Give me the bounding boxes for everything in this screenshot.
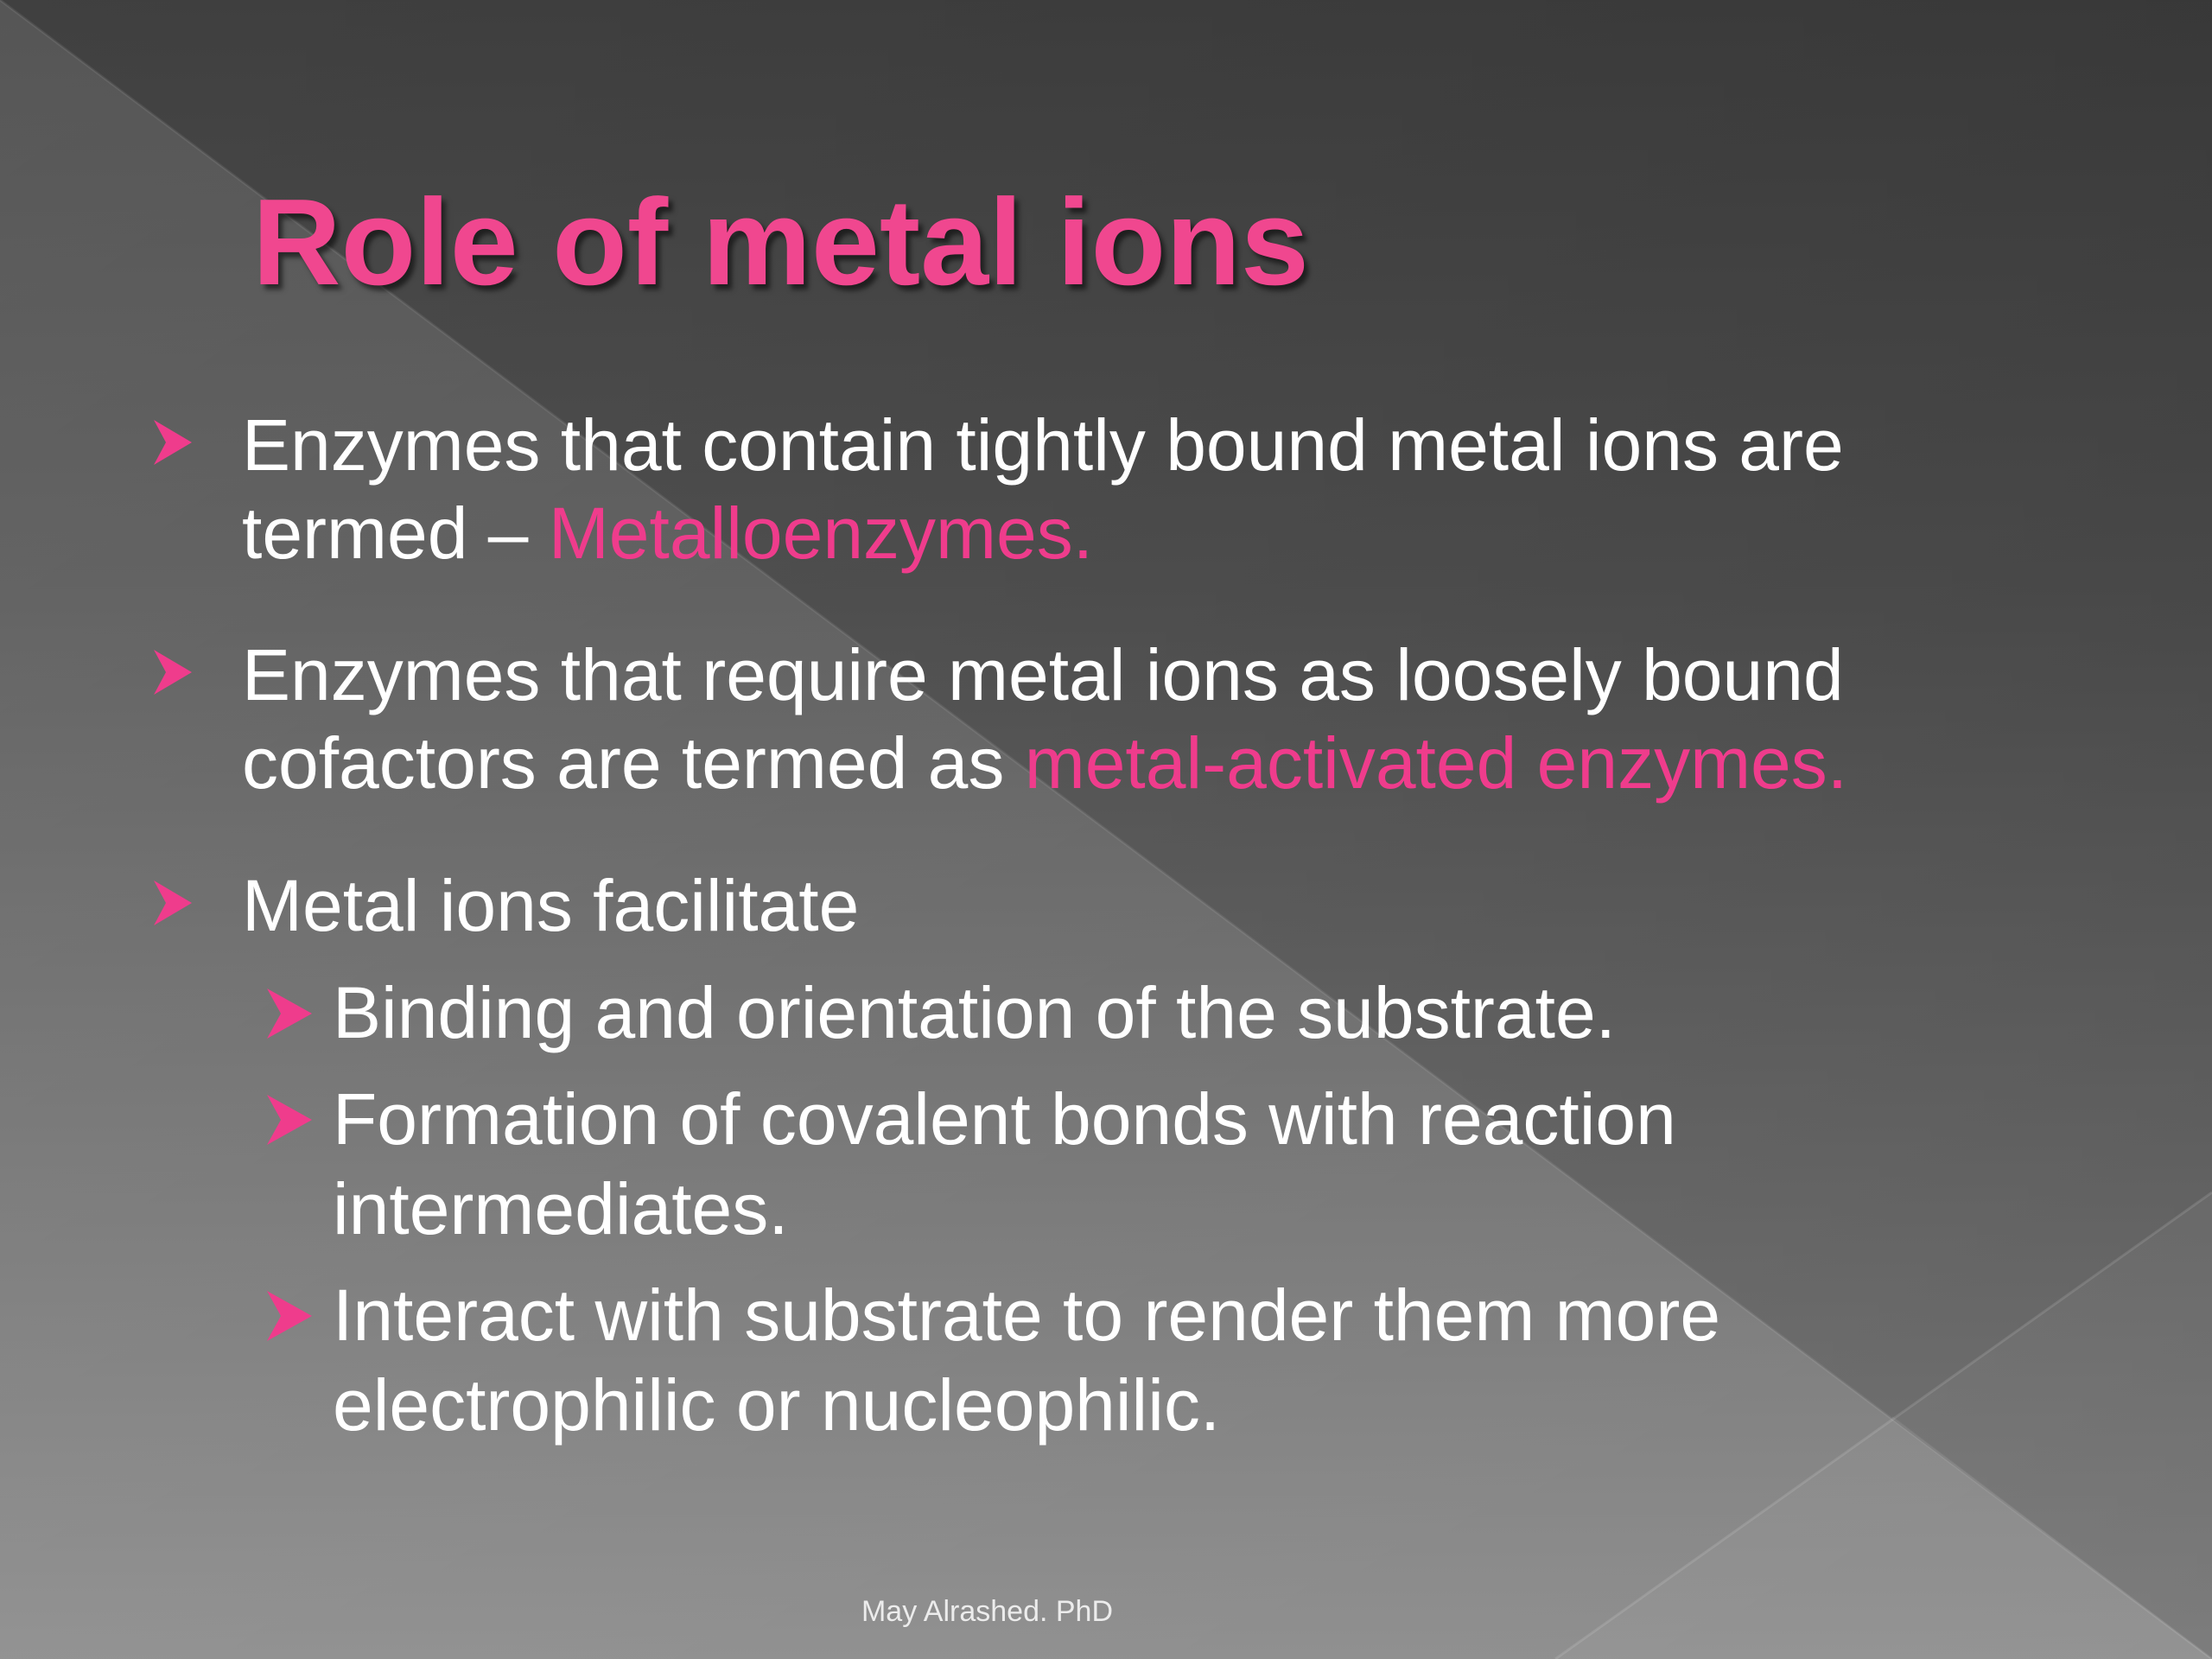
bullet-item-metalloenzymes [242, 401, 1884, 577]
arrowhead-bullet-icon [265, 1091, 314, 1148]
arrowhead-bullet-icon [265, 985, 314, 1042]
footer-author: May Alrashed. PhD [861, 1595, 1114, 1628]
bullet-text: Enzymes that contain tightly bound metal ions are termed – [242, 404, 1844, 574]
bullet-highlight: metal-activated enzymes. [1024, 722, 1848, 804]
arrowhead-bullet-icon [265, 1287, 314, 1344]
bullet-item-metal-activated [242, 631, 1884, 807]
slide-title: Role of metal ions [252, 174, 1309, 311]
sub-item-text: Binding and orientation of the substrate. [333, 972, 1617, 1053]
bullet-text: Enzymes that require metal ions as loosely bound cofactors are termed as [242, 634, 1844, 804]
sub-item-binding [333, 968, 1888, 1058]
arrowhead-bullet-icon [152, 877, 194, 929]
arrowhead-bullet-icon [152, 416, 194, 468]
sub-item-electrophilic [333, 1270, 1888, 1450]
bullet-text: Metal ions facilitate [242, 865, 860, 946]
sub-item-covalent-bonds [333, 1074, 1888, 1254]
sub-item-text: Formation of covalent bonds with reaction intermediates. [333, 1078, 1676, 1249]
arrowhead-bullet-icon [152, 646, 194, 698]
sub-item-text: Interact with substrate to render them more electrophilic or nucleophilic. [333, 1274, 1721, 1446]
bullet-highlight: Metalloenzymes. [548, 493, 1094, 574]
bullet-item-metal-ions-facilitate [242, 861, 1884, 950]
